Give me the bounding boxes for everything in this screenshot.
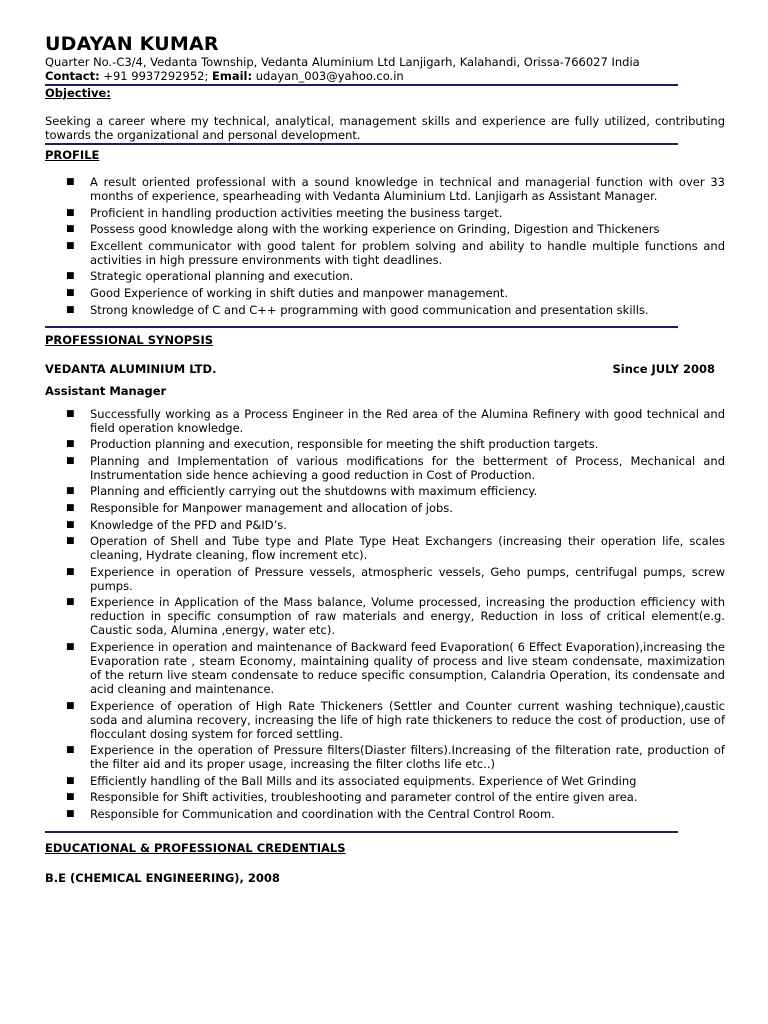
list-item [45,239,725,267]
square-bullet-icon: ■ [66,536,75,547]
list-item [45,534,725,562]
square-bullet-icon: ■ [66,641,75,652]
square-bullet-icon: ■ [66,271,75,282]
square-bullet-icon: ■ [66,700,75,711]
list-item [45,222,725,236]
education-heading: EDUCATIONAL & PROFESSIONAL CREDENTIALS [45,840,346,855]
list-item-text: Planning and Implementation of various modifications for the betterment of Process, Mechanical and Instrumentation side hence achieving a good reduction in Cost of Production. [90,453,725,482]
candidate-name: UDAYAN KUMAR [45,33,219,55]
list-item-text: A result oriented professional with a sound knowledge in technical and managerial function with over 33 months of experience, spearheading with Vedanta Aluminium Ltd. Lanjigarh as Assistant Manager. [90,175,725,203]
square-bullet-icon: ■ [66,566,75,577]
list-item-text: Responsible for Communication and coordination with the Central Control Room. [90,806,555,821]
list-item-text: Efficiently handling of the Ball Mills and its associated equipments. Experience of Wet Grinding [90,773,637,788]
list-item [45,518,725,532]
list-item-text: Experience in operation of Pressure vessels, atmospheric vessels, Geho pumps, centrifugal pumps, screw pumps. [90,564,725,593]
list-item [45,286,725,300]
objective-heading: Objective: [45,86,111,100]
square-bullet-icon: ■ [66,304,75,315]
square-bullet-icon: ■ [66,808,75,819]
list-item [45,206,725,220]
role-title: Assistant Manager [45,383,167,398]
list-item [45,407,725,435]
square-bullet-icon: ■ [66,597,75,608]
square-bullet-icon: ■ [66,439,75,450]
square-bullet-icon: ■ [66,287,75,298]
list-item-text: Operation of Shell and Tube type and Plate Type Heat Exchangers (increasing their operation life, scales cleaning, Hydrate cleaning, flow increment etc). [90,534,725,563]
synopsis-list [45,407,725,821]
list-item [45,640,725,696]
list-item-text: Possess good knowledge along with the working experience on Grinding, Digestion and Thickeners [90,222,660,237]
list-item-text: Knowledge of the PFD and P&ID’s. [90,517,287,532]
square-bullet-icon: ■ [66,745,75,756]
square-bullet-icon: ■ [66,792,75,803]
list-item-text: Proficient in handling production activities meeting the business target. [90,205,503,220]
employment-since: Since JULY 2008 [612,361,715,376]
list-item-text: Planning and efficiently carrying out the shutdowns with maximum efficiency. [90,484,538,499]
address: Quarter No.-C3/4, Vedanta Township, Vedanta Aluminium Ltd Lanjigarh, Kalahandi, Orissa-766027 India [45,55,640,69]
square-bullet-icon: ■ [66,224,75,235]
list-item [45,595,725,637]
contact-line [45,69,725,83]
degree: B.E (CHEMICAL ENGINEERING), 2008 [45,870,280,885]
list-item [45,454,725,482]
square-bullet-icon: ■ [66,775,75,786]
role-row [45,384,725,398]
list-item-text: Strategic operational planning and execution. [90,269,354,284]
list-item [45,303,725,317]
list-item-text: Strong knowledge of C and C++ programming with good communication and presentation skills. [90,302,649,317]
list-item-text: Successfully working as a Process Engineer in the Red area of the Alumina Refinery with good technical and field operation knowledge. [90,406,725,435]
list-item [45,807,725,821]
profile-list [45,175,725,317]
phone: +91 9937292952; [103,69,209,83]
objective-text: Seeking a career where my technical, analytical, management skills and experience are fully utilized, contributing towards the organizational and personal development. [45,114,725,142]
divider-rule [45,831,678,833]
square-bullet-icon: ■ [66,240,75,251]
list-item [45,699,725,741]
list-item [45,501,725,515]
list-item-text: Good Experience of working in shift duties and manpower management. [90,285,509,300]
list-item [45,437,725,451]
list-item-text: Responsible for Manpower management and allocation of jobs. [90,500,453,515]
square-bullet-icon: ■ [66,177,75,187]
square-bullet-icon: ■ [66,519,75,530]
profile-heading: PROFILE [45,148,100,162]
list-item-text: Production planning and execution, responsible for meeting the shift production targets. [90,437,599,452]
list-item-text: Experience in the operation of Pressure filters(Diaster filters).Increasing of the filteration rate, production of the filter aid and its proper usage, increasing the filter cloths life etc..) [90,743,725,772]
contact-label: Contact: [45,69,100,83]
list-item [45,790,725,804]
list-item [45,565,725,593]
email: udayan_003@yahoo.co.in [255,69,404,83]
list-item [45,774,725,788]
company-row [45,362,725,376]
list-item-text: Experience of operation of High Rate Thickeners (Settler and Counter current washing technique),caustic soda and alumina recovery, increasing the life of high rate thickeners to reduce the cost of production, use of flocculant dosing system for forced settling. [90,698,725,741]
list-item [45,484,725,498]
square-bullet-icon: ■ [66,207,75,218]
email-label: Email: [211,69,253,83]
list-item-text: Experience in Application of the Mass balance, Volume processed, increasing the production efficiency with reduction in specific consumption of raw materials and energy, Reduction in loss of critical element(e.g. Caustic soda, Alumina ,energy, water etc). [90,595,725,638]
degree-row [45,871,725,885]
square-bullet-icon: ■ [66,502,75,513]
square-bullet-icon: ■ [66,455,75,466]
list-item [45,175,725,203]
square-bullet-icon: ■ [66,408,75,419]
divider-rule [45,143,678,145]
list-item-text: Responsible for Shift activities, troubleshooting and parameter control of the entire given area. [90,790,638,805]
list-item-text: Excellent communicator with good talent for problem solving and ability to handle multiple functions and activities in high pressure environments with tight deadlines. [90,238,725,267]
square-bullet-icon: ■ [66,486,75,497]
list-item [45,743,725,771]
list-item [45,269,725,283]
synopsis-heading: PROFESSIONAL SYNOPSIS [45,332,214,347]
list-item-text: Experience in operation and maintenance of Backward feed Evaporation( 6 Effect Evaporation),increasing the Evaporation rate , steam Economy, maintaining quality of process and live steam condensate, maximization of the return live steam condensate to reduce specific consumption, Calandria Operation, its condensate and acid cleaning and maintenance. [90,639,725,696]
company-name: VEDANTA ALUMINIUM LTD. [45,361,217,376]
resume-page [45,33,725,885]
divider-rule [45,326,678,328]
